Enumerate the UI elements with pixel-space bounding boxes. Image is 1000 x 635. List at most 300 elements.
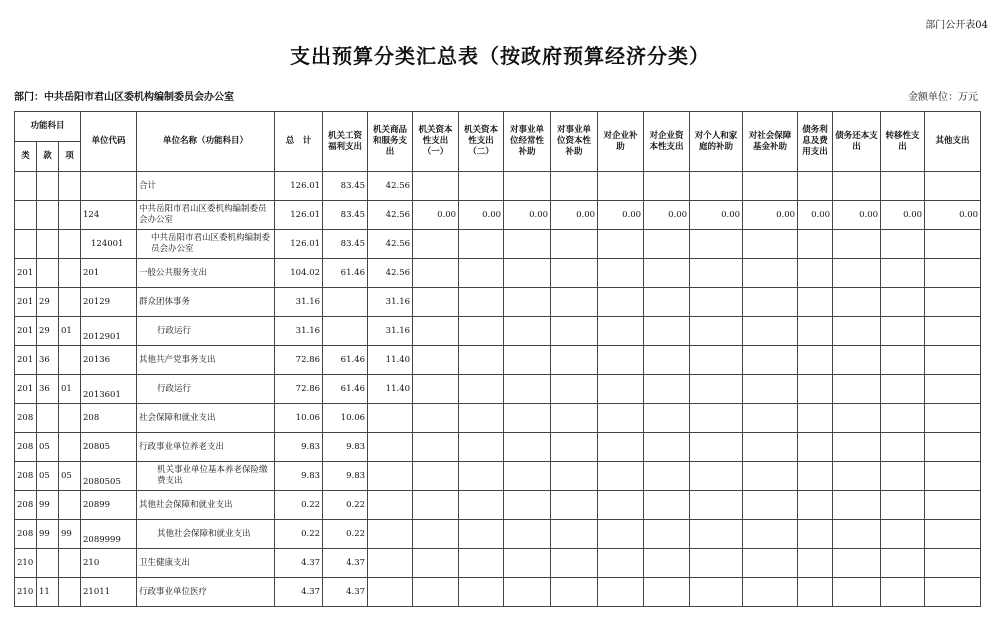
- cell-value: [413, 578, 459, 607]
- cell-value: [743, 230, 798, 259]
- cell-value: [925, 172, 981, 201]
- cell-value: 9.83: [323, 462, 368, 491]
- cell-value: [504, 230, 551, 259]
- cell-value: [798, 317, 833, 346]
- cell-xiang: [59, 578, 81, 607]
- cell-unit-name: 卫生健康支出: [137, 549, 275, 578]
- header-col: 对企业资本性支出: [644, 112, 690, 172]
- cell-lei: 201: [15, 375, 37, 404]
- cell-value: [743, 172, 798, 201]
- cell-value: 0.00: [690, 201, 743, 230]
- cell-xiang: 99: [59, 520, 81, 549]
- cell-value: [833, 288, 881, 317]
- cell-value: [644, 462, 690, 491]
- cell-value: [798, 433, 833, 462]
- table-row: [15, 288, 981, 317]
- cell-value: [459, 259, 504, 288]
- header-col: 对社会保障基金补助: [743, 112, 798, 172]
- cell-value: [743, 433, 798, 462]
- cell-unit-name: 机关事业单位基本养老保险缴费支出: [137, 462, 275, 491]
- table-row: [15, 172, 981, 201]
- cell-value: [504, 433, 551, 462]
- cell-value: [833, 578, 881, 607]
- cell-value: [743, 462, 798, 491]
- cell-value: 83.45: [323, 172, 368, 201]
- cell-value: [368, 433, 413, 462]
- cell-unit-code: 20136: [81, 346, 137, 375]
- cell-value: [833, 172, 881, 201]
- cell-value: [459, 578, 504, 607]
- cell-value: 61.46: [323, 375, 368, 404]
- cell-value: [798, 549, 833, 578]
- header-unit-name: 单位名称（功能科目）: [137, 112, 275, 172]
- cell-unit-name: 行政事业单位医疗: [137, 578, 275, 607]
- cell-value: [551, 259, 598, 288]
- cell-value: [459, 462, 504, 491]
- cell-kuan: 05: [37, 433, 59, 462]
- cell-value: 11.40: [368, 346, 413, 375]
- header-xiang: 项: [59, 142, 81, 172]
- cell-value: [798, 230, 833, 259]
- cell-unit-name: 中共岳阳市君山区委机构编制委员会办公室: [137, 230, 275, 259]
- cell-value: [690, 317, 743, 346]
- cell-value: [598, 375, 644, 404]
- cell-total: 4.37: [275, 578, 323, 607]
- cell-value: [743, 259, 798, 288]
- cell-value: [598, 491, 644, 520]
- cell-value: [413, 433, 459, 462]
- cell-value: [690, 578, 743, 607]
- cell-unit-name: 中共岳阳市君山区委机构编制委员会办公室: [137, 201, 275, 230]
- cell-lei: 201: [15, 259, 37, 288]
- header-col: 其他支出: [925, 112, 981, 172]
- cell-value: 0.00: [798, 201, 833, 230]
- cell-value: [598, 259, 644, 288]
- cell-value: [413, 375, 459, 404]
- cell-value: [881, 259, 925, 288]
- header-col: 机关资本性支出（一）: [413, 112, 459, 172]
- cell-value: [644, 520, 690, 549]
- cell-value: 0.00: [598, 201, 644, 230]
- cell-kuan: 29: [37, 317, 59, 346]
- header-kuan: 款: [37, 142, 59, 172]
- cell-unit-name: 行政事业单位养老支出: [137, 433, 275, 462]
- cell-value: [743, 549, 798, 578]
- cell-value: [459, 172, 504, 201]
- cell-value: [598, 404, 644, 433]
- cell-value: [504, 520, 551, 549]
- cell-value: [551, 317, 598, 346]
- cell-value: [323, 288, 368, 317]
- cell-value: [551, 288, 598, 317]
- table-row: [15, 404, 981, 433]
- department-label: 部门：中共岳阳市君山区委机构编制委员会办公室: [14, 92, 234, 103]
- cell-value: [925, 288, 981, 317]
- cell-value: 31.16: [368, 288, 413, 317]
- cell-value: [644, 288, 690, 317]
- cell-lei: 208: [15, 433, 37, 462]
- cell-value: [551, 375, 598, 404]
- cell-value: [925, 346, 981, 375]
- cell-value: [644, 259, 690, 288]
- cell-value: [459, 520, 504, 549]
- cell-total: 126.01: [275, 172, 323, 201]
- cell-value: [690, 491, 743, 520]
- cell-lei: 210: [15, 549, 37, 578]
- cell-value: [644, 317, 690, 346]
- cell-value: [504, 578, 551, 607]
- cell-lei: 201: [15, 288, 37, 317]
- cell-value: [925, 491, 981, 520]
- cell-value: [881, 288, 925, 317]
- cell-value: [743, 520, 798, 549]
- cell-value: [798, 462, 833, 491]
- cell-value: [413, 230, 459, 259]
- cell-value: [644, 172, 690, 201]
- cell-xiang: [59, 172, 81, 201]
- cell-value: [833, 346, 881, 375]
- cell-value: [504, 375, 551, 404]
- cell-total: 9.83: [275, 462, 323, 491]
- table-row: [15, 491, 981, 520]
- cell-unit-name: 合计: [137, 172, 275, 201]
- header-col: 对事业单位经常性补助: [504, 112, 551, 172]
- cell-value: 0.22: [323, 491, 368, 520]
- cell-value: 0.00: [833, 201, 881, 230]
- cell-kuan: 11: [37, 578, 59, 607]
- cell-unit-name: 社会保障和就业支出: [137, 404, 275, 433]
- cell-kuan: [37, 549, 59, 578]
- cell-value: [323, 317, 368, 346]
- header-unit-code: 单位代码: [81, 112, 137, 172]
- cell-value: [413, 172, 459, 201]
- cell-unit-name: 其他社会保障和就业支出: [137, 491, 275, 520]
- cell-lei: [15, 230, 37, 259]
- cell-value: [551, 549, 598, 578]
- cell-value: [798, 375, 833, 404]
- cell-kuan: 29: [37, 288, 59, 317]
- cell-lei: 201: [15, 346, 37, 375]
- cell-value: [598, 520, 644, 549]
- cell-value: 9.83: [323, 433, 368, 462]
- cell-kuan: 36: [37, 346, 59, 375]
- cell-unit-code: 2089999: [81, 520, 137, 549]
- cell-value: [743, 404, 798, 433]
- cell-total: 10.06: [275, 404, 323, 433]
- cell-value: 0.00: [551, 201, 598, 230]
- table-row: [15, 259, 981, 288]
- cell-value: 11.40: [368, 375, 413, 404]
- cell-value: [459, 491, 504, 520]
- cell-value: [743, 578, 798, 607]
- cell-value: 42.56: [368, 230, 413, 259]
- cell-value: [644, 433, 690, 462]
- table-row: [15, 578, 981, 607]
- header-col: 对企业补助: [598, 112, 644, 172]
- cell-value: [833, 433, 881, 462]
- cell-xiang: 05: [59, 462, 81, 491]
- header-total: 总 计: [275, 112, 323, 172]
- cell-value: [833, 520, 881, 549]
- cell-value: [413, 549, 459, 578]
- cell-value: [413, 259, 459, 288]
- cell-value: 83.45: [323, 230, 368, 259]
- cell-value: 0.00: [881, 201, 925, 230]
- cell-value: [743, 346, 798, 375]
- cell-value: [598, 172, 644, 201]
- cell-value: [551, 172, 598, 201]
- table-row: [15, 201, 981, 230]
- cell-value: [504, 259, 551, 288]
- cell-value: [598, 578, 644, 607]
- cell-value: [690, 346, 743, 375]
- cell-kuan: [37, 259, 59, 288]
- cell-value: 0.22: [323, 520, 368, 549]
- cell-value: 0.00: [504, 201, 551, 230]
- header-col: 对个人和家庭的补助: [690, 112, 743, 172]
- cell-unit-code: 201: [81, 259, 137, 288]
- cell-kuan: 05: [37, 462, 59, 491]
- cell-value: 4.37: [323, 549, 368, 578]
- table-row: [15, 549, 981, 578]
- cell-value: [925, 375, 981, 404]
- cell-value: [833, 375, 881, 404]
- cell-value: [833, 259, 881, 288]
- table-row: [15, 433, 981, 462]
- cell-value: [798, 404, 833, 433]
- cell-value: [551, 462, 598, 491]
- cell-value: [833, 404, 881, 433]
- cell-value: [925, 230, 981, 259]
- cell-value: [551, 230, 598, 259]
- cell-value: [881, 172, 925, 201]
- cell-xiang: [59, 259, 81, 288]
- header-col: 债务还本支出: [833, 112, 881, 172]
- cell-value: [690, 172, 743, 201]
- cell-value: [368, 491, 413, 520]
- cell-xiang: 01: [59, 375, 81, 404]
- cell-value: [504, 404, 551, 433]
- cell-value: [881, 549, 925, 578]
- cell-value: [925, 549, 981, 578]
- cell-value: [459, 404, 504, 433]
- cell-total: 104.02: [275, 259, 323, 288]
- cell-value: 31.16: [368, 317, 413, 346]
- cell-value: [690, 462, 743, 491]
- cell-unit-code: 2013601: [81, 375, 137, 404]
- cell-xiang: [59, 549, 81, 578]
- cell-value: [925, 462, 981, 491]
- cell-value: 0.00: [743, 201, 798, 230]
- cell-value: [881, 520, 925, 549]
- cell-value: [598, 462, 644, 491]
- cell-value: [798, 520, 833, 549]
- cell-value: 0.00: [925, 201, 981, 230]
- cell-unit-name: 行政运行: [137, 375, 275, 404]
- amount-unit: 金额单位：万元: [908, 92, 978, 103]
- cell-lei: [15, 172, 37, 201]
- cell-value: [368, 462, 413, 491]
- header-col: 转移性支出: [881, 112, 925, 172]
- expenditure-table: [14, 111, 981, 607]
- cell-total: 9.83: [275, 433, 323, 462]
- cell-xiang: [59, 288, 81, 317]
- cell-value: [881, 491, 925, 520]
- cell-kuan: 36: [37, 375, 59, 404]
- header-col: 债务利息及费用支出: [798, 112, 833, 172]
- cell-value: [690, 375, 743, 404]
- cell-value: 4.37: [323, 578, 368, 607]
- cell-kuan: 99: [37, 520, 59, 549]
- cell-value: [413, 520, 459, 549]
- cell-lei: 201: [15, 317, 37, 346]
- cell-lei: 210: [15, 578, 37, 607]
- header-lei: 类: [15, 142, 37, 172]
- cell-value: [925, 404, 981, 433]
- cell-value: [644, 230, 690, 259]
- cell-value: [368, 549, 413, 578]
- cell-kuan: [37, 172, 59, 201]
- cell-value: [598, 549, 644, 578]
- cell-kuan: 99: [37, 491, 59, 520]
- cell-value: [644, 549, 690, 578]
- cell-unit-code: 21011: [81, 578, 137, 607]
- cell-value: [413, 346, 459, 375]
- cell-total: 4.37: [275, 549, 323, 578]
- cell-value: [459, 346, 504, 375]
- cell-value: [368, 404, 413, 433]
- cell-kuan: [37, 230, 59, 259]
- cell-value: [413, 462, 459, 491]
- cell-unit-code: 208: [81, 404, 137, 433]
- cell-total: 0.22: [275, 520, 323, 549]
- cell-value: [833, 491, 881, 520]
- cell-value: [504, 549, 551, 578]
- cell-unit-code: 210: [81, 549, 137, 578]
- cell-lei: 208: [15, 491, 37, 520]
- cell-value: [459, 288, 504, 317]
- cell-value: [690, 433, 743, 462]
- cell-value: 42.56: [368, 259, 413, 288]
- cell-value: [644, 404, 690, 433]
- cell-value: [598, 288, 644, 317]
- cell-value: 0.00: [644, 201, 690, 230]
- cell-value: [881, 578, 925, 607]
- header-func-subject: 功能科目: [15, 112, 81, 142]
- cell-kuan: [37, 404, 59, 433]
- cell-value: [690, 549, 743, 578]
- cell-value: [551, 404, 598, 433]
- cell-value: [743, 491, 798, 520]
- cell-value: [368, 578, 413, 607]
- cell-value: [881, 346, 925, 375]
- cell-value: [598, 346, 644, 375]
- header-col: 对事业单位资本性补助: [551, 112, 598, 172]
- cell-value: [925, 578, 981, 607]
- cell-value: [368, 520, 413, 549]
- cell-unit-code: 124001: [81, 230, 137, 259]
- cell-value: [881, 433, 925, 462]
- cell-value: [690, 259, 743, 288]
- cell-value: [798, 259, 833, 288]
- form-code: 部门公开表04: [925, 20, 988, 31]
- page-title: 支出预算分类汇总表（按政府预算经济分类）: [290, 44, 710, 68]
- cell-total: 31.16: [275, 317, 323, 346]
- cell-total: 0.22: [275, 491, 323, 520]
- cell-unit-code: 20805: [81, 433, 137, 462]
- cell-xiang: [59, 491, 81, 520]
- cell-value: [551, 491, 598, 520]
- cell-value: [644, 375, 690, 404]
- cell-value: [798, 491, 833, 520]
- cell-unit-name: 其他社会保障和就业支出: [137, 520, 275, 549]
- cell-value: [925, 317, 981, 346]
- cell-value: 61.46: [323, 346, 368, 375]
- cell-value: [833, 317, 881, 346]
- cell-value: [743, 375, 798, 404]
- table-row: [15, 520, 981, 549]
- cell-xiang: [59, 201, 81, 230]
- cell-value: [690, 520, 743, 549]
- cell-unit-code: 2080505: [81, 462, 137, 491]
- cell-value: [833, 462, 881, 491]
- cell-value: [551, 433, 598, 462]
- cell-xiang: [59, 230, 81, 259]
- cell-value: [925, 433, 981, 462]
- cell-value: [504, 346, 551, 375]
- cell-value: [798, 288, 833, 317]
- cell-total: 126.01: [275, 201, 323, 230]
- cell-value: [413, 317, 459, 346]
- cell-xiang: [59, 346, 81, 375]
- cell-value: 0.00: [459, 201, 504, 230]
- cell-value: [459, 549, 504, 578]
- cell-xiang: [59, 433, 81, 462]
- cell-value: [598, 230, 644, 259]
- table-row: [15, 230, 981, 259]
- cell-unit-code: 2012901: [81, 317, 137, 346]
- cell-unit-code: 20899: [81, 491, 137, 520]
- cell-lei: [15, 201, 37, 230]
- cell-value: 61.46: [323, 259, 368, 288]
- cell-value: [504, 172, 551, 201]
- cell-value: [644, 346, 690, 375]
- cell-value: [551, 578, 598, 607]
- cell-unit-code: [81, 172, 137, 201]
- cell-value: [413, 404, 459, 433]
- cell-value: [798, 578, 833, 607]
- cell-value: [925, 520, 981, 549]
- table-row: [15, 375, 981, 404]
- cell-unit-code: 124: [81, 201, 137, 230]
- cell-value: [504, 462, 551, 491]
- cell-value: [690, 288, 743, 317]
- cell-lei: 208: [15, 520, 37, 549]
- cell-unit-name: 群众团体事务: [137, 288, 275, 317]
- cell-value: [881, 375, 925, 404]
- cell-value: 0.00: [413, 201, 459, 230]
- cell-value: [644, 491, 690, 520]
- cell-value: [504, 491, 551, 520]
- cell-value: [690, 230, 743, 259]
- cell-xiang: [59, 404, 81, 433]
- cell-value: [413, 491, 459, 520]
- cell-value: [504, 288, 551, 317]
- cell-value: [798, 172, 833, 201]
- cell-value: 42.56: [368, 201, 413, 230]
- table-row: [15, 346, 981, 375]
- cell-value: [833, 549, 881, 578]
